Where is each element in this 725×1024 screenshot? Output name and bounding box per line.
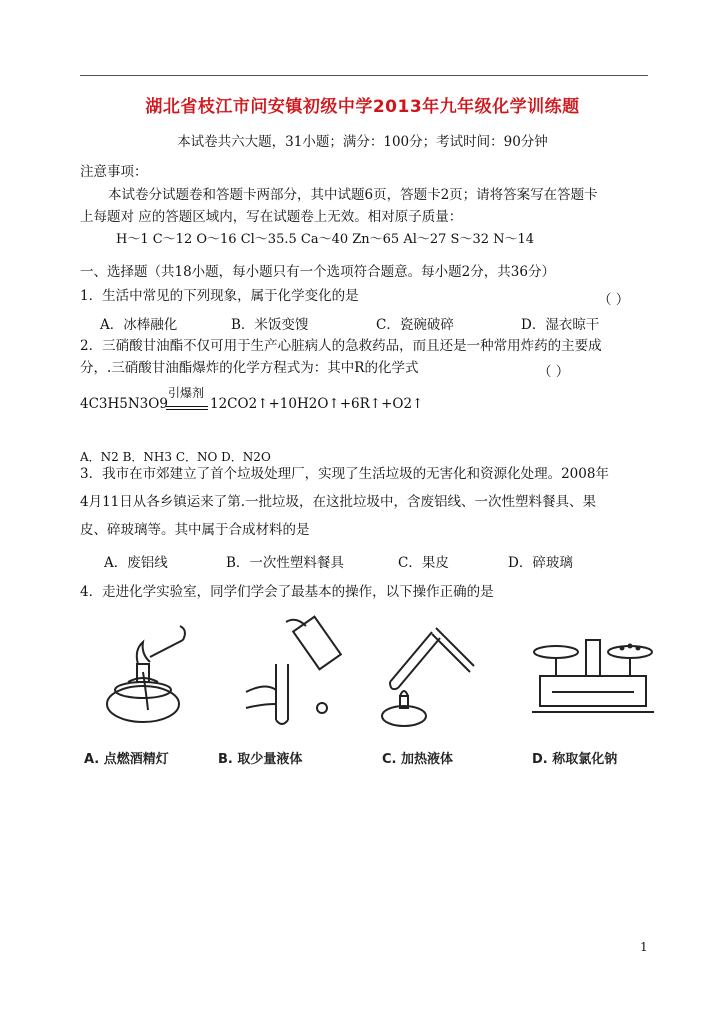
- notice-heading: 注意事项：: [80, 164, 148, 180]
- q3-option-a: A．废铝线: [104, 555, 168, 571]
- q1-answer-bracket: （ ）: [598, 292, 630, 308]
- atomic-masses: H～1 C～12 O～16 Cl～35.5 Ca～40 Zn～65 Al～27 S～32 N～14: [116, 232, 535, 247]
- equation-products: 12CO2↑+10H2O↑+6R↑+O2↑: [210, 396, 424, 412]
- notice-line-2: 上每题对 应的答题区域内，写在试题卷上无效。相对原子质量：: [80, 209, 463, 225]
- caption-d: D. 称取氯化钠: [532, 752, 618, 767]
- q2-answer-bracket: （ ）: [538, 364, 570, 380]
- q2-stem-2: 分，.三硝酸甘油酯爆炸的化学方程式为：其中R的化学式: [80, 360, 419, 376]
- notice-line-1: 本试卷分试题卷和答题卡两部分，其中试题6页，答题卡2页；请将答案写在答题卡: [108, 187, 598, 203]
- q1-option-c: C．瓷碗破碎: [376, 317, 454, 333]
- equation-reactants: 4C3H5N3O9: [80, 396, 168, 412]
- caption-a: A. 点燃酒精灯: [84, 752, 169, 767]
- equation-condition: 引爆剂: [168, 386, 205, 400]
- pour-liquid-figure: [226, 612, 376, 732]
- section-heading: 一、选择题（共18小题，每小题只有一个选项符合题意。每小题2分，共36分）: [80, 264, 555, 280]
- caption-b: B. 取少量液体: [218, 752, 303, 767]
- q3-option-b: B．一次性塑料餐具: [226, 555, 344, 571]
- q3-stem-3: 皮、碎玻璃等。其中属于合成材料的是: [80, 522, 310, 538]
- heat-liquid-figure: [370, 612, 520, 732]
- q3-stem-2: 4月11日从各乡镇运来了第.一批垃圾，在这批垃圾中，含废铝线、一次性塑料餐具、果: [80, 494, 597, 510]
- q2-stem-1: 2．三硝酸甘油酯不仅可用于生产心脏病人的急救药品，而且还是一种常用炸药的主要成: [80, 338, 602, 354]
- q3-option-d: D．碎玻璃: [508, 555, 573, 571]
- equation-line-top: [166, 406, 208, 407]
- q1-option-a: A．冰棒融化: [100, 317, 178, 333]
- q2-options: A．N2 B．NH3 C．NO D．N2O: [80, 450, 271, 464]
- alcohol-lamp-figure: [88, 612, 238, 732]
- q3-stem-1: 3．我市在市郊建立了首个垃圾处理厂，实现了生活垃圾的无害化和资源化处理。2008年: [80, 466, 609, 482]
- q1-stem: 1．生活中常见的下列现象，属于化学变化的是: [80, 288, 359, 304]
- page-title: 湖北省枝江市问安镇初级中学2013年九年级化学训练题: [145, 97, 580, 117]
- q4-stem: 4．走进化学实验室，同学们学会了最基本的操作，以下操作正确的是: [80, 584, 494, 600]
- balance-figure: [522, 612, 672, 732]
- header-rule: [80, 75, 648, 76]
- q1-option-d: D．湿衣晾干: [521, 317, 600, 333]
- page-number: 1: [640, 940, 648, 954]
- equation-line-bottom: [166, 409, 208, 410]
- chemical-equation: [80, 386, 424, 412]
- caption-c: C. 加热液体: [382, 752, 454, 767]
- q1-option-b: B．米饭变馊: [231, 317, 309, 333]
- exam-info: 本试卷共六大题，31小题；满分：100分；考试时间：90分钟: [177, 134, 548, 150]
- q3-option-c: C．果皮: [398, 555, 449, 571]
